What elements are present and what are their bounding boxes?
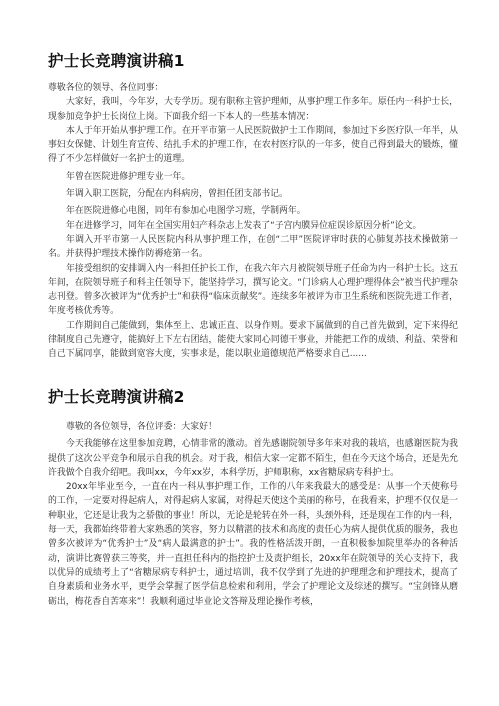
article-1-paragraph: 年曾在医院进修护理专业一年。 (66, 171, 191, 182)
article-1-paragraph: 大家好，我叫，今年岁，大专学历。现有职称主管护理师，从事护理工作多年。原任内一科护士长，现参加竞争护士长岗位上岗。下面我介绍一下本人的一些基本情况： (48, 97, 458, 122)
article-1-paragraph: 年调入职工医院，分配在内科病房，曾担任团支部书记。 (66, 189, 288, 200)
article-1-paragraph: 本人于年开始从事护理工作。在开平市第一人民医院做护士工作期间，参加过下乡医疗队一年半，从事妇女保健、计划生育宣传、结扎手术的护理工作，在农村医疗队的一年多，使自己得到最大的锻炼，懂得了不少怎样做好一名护士的道理。 (48, 125, 458, 165)
article-1-paragraph: 年在进修学习，同年在全国实用妇产科杂志上发表了“子宫内膜异位症误诊原因分析”论文。 (66, 220, 422, 231)
article-1-paragraph: 年在医院进修心电图，同年有参加心电图学习班，学制两年。 (66, 206, 306, 217)
article-1-paragraph: 年调入开平市第一人民医院内科从事护理工作，在创“二甲”医院评审时获的心肺复苏技术操做第一名。并获得护理技术操作防褥疮第一名。 (48, 234, 458, 260)
article-1-salutation: 尊敬各位的领导、各位同事： (48, 83, 164, 93)
article-2-title: 护士长竞聘演讲稿2 (48, 388, 185, 406)
article-2-salutation: 尊敬的各位领导，各位评委：大家好！ (66, 422, 217, 432)
article-1-body (48, 81, 458, 362)
article-1-paragraph: 工作期间自己能做到，集体至上、忠诚正直、以身作则。要求下属做到的自己首先做到，定下来得纪律制度自己先遵守，能搞好上下左右团结，能使大家同心同德干事业，并能把工作的成绩、利益、荣誉和自己下属同享，能做到宽容大度，实事求是，能以职业道德规范严格要求自己...... (48, 320, 458, 360)
article-1-title: 护士长竞聘演讲稿1 (48, 52, 185, 70)
article-2-body (48, 420, 458, 609)
article-1-paragraph: 年接受组织的安排调入内一科担任护长工作，在我六年六月被院领导班子任命为内一科护士长。这五年间，在院领导班子和科主任领导下，能坚持学习，撰写论文。“门诊病人心理护理得体会”被当代护理杂志刊登。曾多次被评为“优秀护士”和获得“临床贡献奖”。连续多年被评为市卫生系统和医院先进工作者，年度考核优秀等。 (48, 263, 458, 317)
article-2-paragraph: 今天我能够在这里参加竞聘，心情非常的激动。首先感谢院领导多年来对我的栽培，也感谢医院为我提供了这次公平竞争和展示自我的机会。对于我，相信大家一定都不陌生，但在今天这个场合，还是先允许我做个自我介绍吧。我叫xx，今年xx岁，本科学历，护师职称，xx省糖尿病专科护士。 (48, 439, 458, 478)
article-2-paragraph: 20xx年毕业至今，一直在内一科从事护理工作，工作的八年来我最大的感受是：从事一个天使称号的工作，一定要对得起病人，对得起病人家属，对得起天使这个美丽的称号，在我看来，护理不仅仅是一种职业，它还是让我为之骄傲的事业！所以，无论是轮转在外一科，头颈外科，还是现在工作的内一科，每一天，我都始终带着大家熟悉的笑容，努力以精湛的技术和高度的责任心为病人提供优质的服务，我也曾多次被评为“优秀护士”及“病人最满意的护士”。我的性格活泼开朗，一直积极参加院里举办的各种活动，演讲比赛曾获三等奖，并一直担任科内的指控护士及责护组长，20xx年在院领导的关心支持下，我以优异的成绩考上了“省糖尿病专科护士，通过培训，我不仅学到了先进的护理理念和护理技术，提高了自身素质和业务水平，更学会掌握了医学信息检索和利用，学会了护理论文及综述的撰写。“宝剑锋从磨砺出，梅花香自苦寒来”！我顺利通过毕业论文答辩及理论操作考核， (48, 482, 458, 607)
